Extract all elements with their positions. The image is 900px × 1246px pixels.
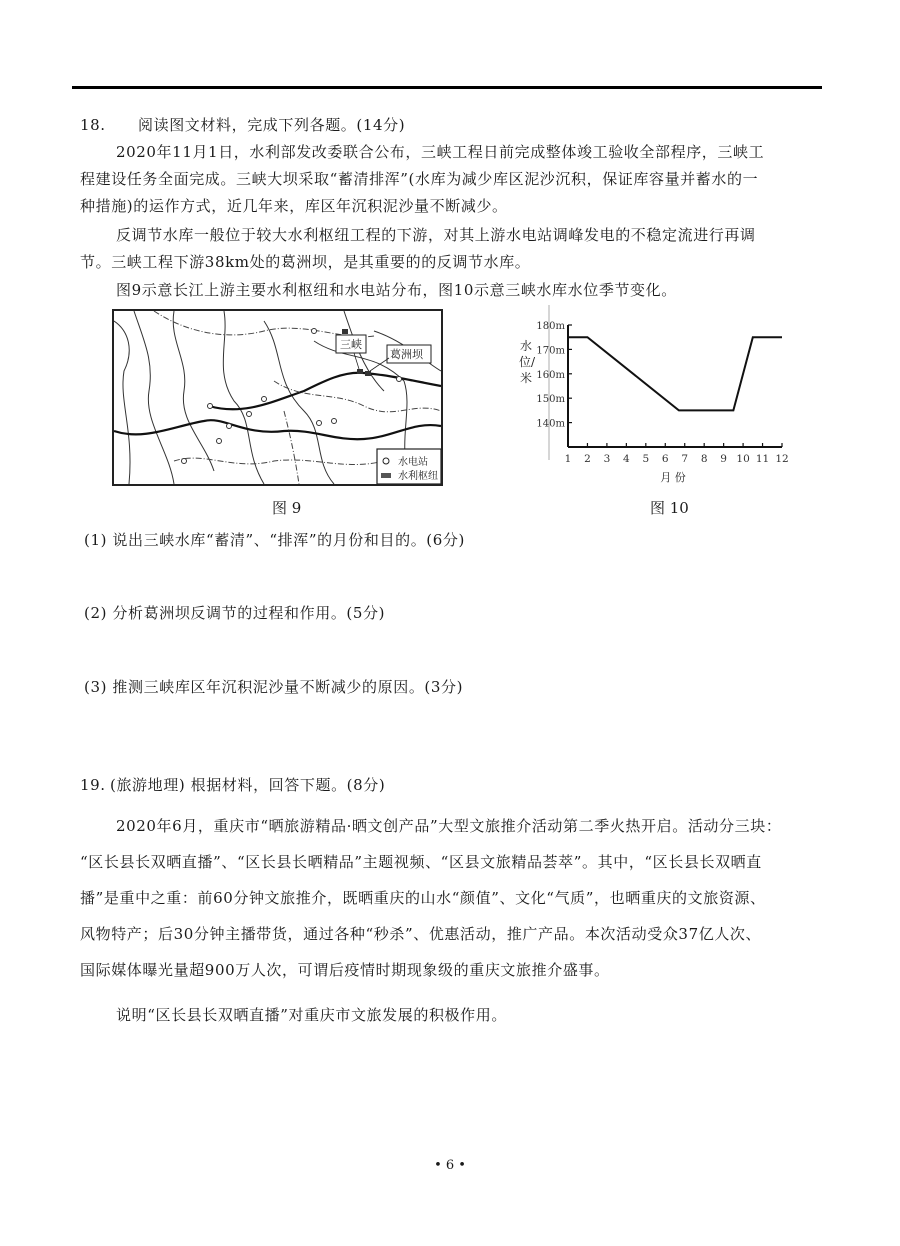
hydro-station-icon [227, 424, 232, 429]
water-level-chart [500, 305, 810, 490]
y-tick-label: 150m [536, 394, 565, 406]
map-label-sanxia: 三峡 [340, 338, 362, 351]
hydro-station-icon [182, 459, 187, 464]
x-tick-label: 12 [775, 453, 789, 465]
x-tick-label: 11 [755, 453, 770, 465]
q18-heading [80, 115, 820, 135]
q19-line5: 国际媒体曝光量超900万人次，可谓后疫情时期现象级的重庆文旅推介盛事。 [80, 961, 610, 979]
water-hub-icon [357, 369, 363, 374]
q18-sub1: (1) 说出三峡水库“蓄清”、“排浑”的月份和目的。(6分) [84, 531, 465, 549]
x-tick-label: 5 [642, 453, 650, 465]
q19-line1: 2020年6月，重庆市“晒旅游精品·晒文创产品”大型文旅推介活动第二季火热开启。活动分三块： [116, 817, 782, 835]
q18-para1-line3: 种措施)的运作方式，近几年来，库区年沉积泥沙量不断减少。 [80, 197, 508, 215]
q18-para1-line2: 程建设任务全面完成。三峡大坝采取“蓄清排浑”(水库为减少库区泥沙沉积，保证库容量并蓄水的一 [80, 170, 759, 188]
series-line [568, 337, 782, 410]
y-tick-label: 170m [536, 345, 565, 357]
hydro-station-icon [262, 397, 267, 402]
y-axis-label: 水位/米 [519, 339, 536, 385]
y-tick-label: 160m [536, 369, 565, 381]
map-label-gezhouba: 葛洲坝 [390, 348, 423, 361]
figure-9-caption: 图 9 [272, 499, 302, 517]
page-number: • 6 • [434, 1158, 466, 1173]
legend-hub-icon [381, 473, 391, 478]
y-tick-label: 180m [536, 321, 565, 332]
map-river-main [114, 420, 441, 439]
q19-line4: 风物特产；后30分钟主播带货，通过各种“秒杀”、优惠活动，推广产品。本次活动受众37亿人次、 [80, 925, 762, 943]
map-river [173, 311, 214, 471]
x-tick-label: 7 [681, 453, 689, 465]
q19-line2: “区长县长双晒直播”、“区长县长晒精品”主题视频、“区县文旅精品荟萃”。其中，“区长县长双晒直 [80, 853, 762, 871]
x-tick-label: 4 [623, 453, 630, 465]
q18-para2-line1: 反调节水库一般位于较大水利枢纽工程的下游，对其上游水电站调峰发电的不稳定流进行再调 [116, 226, 756, 244]
q19-title: (旅游地理) 根据材料，回答下题。(8分) [110, 776, 386, 794]
hydro-station-icon [317, 421, 322, 426]
x-tick-label: 2 [584, 453, 591, 465]
legend-station-icon [383, 458, 389, 464]
y-tick-label: 140m [536, 418, 565, 430]
map-river [264, 321, 334, 484]
x-tick-label: 6 [661, 453, 669, 465]
q18-number: 18. [80, 116, 106, 134]
q18-para2-line2: 节。三峡工程下游38km处的葛洲坝，是其重要的的反调节水库。 [80, 253, 531, 271]
x-tick-label: 10 [736, 453, 750, 465]
q18-sub2: (2) 分析葛洲坝反调节的过程和作用。(5分) [84, 604, 386, 622]
x-tick-label: 3 [603, 453, 611, 465]
header-rule [72, 86, 822, 89]
hydro-station-icon [217, 439, 222, 444]
x-tick-label: 1 [564, 453, 572, 465]
water-hub-icon [342, 329, 348, 334]
legend-station-label: 水电站 [398, 457, 428, 468]
leader-line-sanxia [354, 353, 359, 369]
water-hub-icon [365, 371, 371, 376]
q18-para3: 图9示意长江上游主要水利枢纽和水电站分布，图10示意三峡水库水位季节变化。 [116, 281, 677, 299]
figure-9-map [112, 309, 443, 486]
x-tick-label: 8 [700, 453, 708, 465]
q19-line3: 播”是重中之重：前60分钟文旅推介，既晒重庆的山水“颜值”、文化“气质”，也晒重庆的文旅资源、 [80, 889, 766, 907]
hydro-station-icon [332, 419, 337, 424]
figure-10-caption: 图 10 [650, 499, 689, 517]
figure-10-chart [500, 305, 810, 490]
map-boundary [274, 381, 441, 412]
q19-heading [80, 775, 820, 795]
map-border [114, 321, 130, 484]
map-boundary [284, 411, 299, 484]
q18-title: 阅读图文材料，完成下列各题。(14分) [138, 116, 406, 134]
leader-line-gezhouba [370, 358, 389, 371]
x-tick-label: 9 [720, 453, 727, 465]
x-axis-label: 月 份 [660, 471, 686, 484]
q18-para1-line1: 2020年11月1日，水利部发改委联合公布，三峡工程日前完成整体竣工验收全部程序，三峡工 [116, 143, 765, 161]
map-river [223, 311, 264, 484]
map-river [134, 311, 174, 484]
legend-hub-label: 水利枢纽 [398, 471, 438, 482]
map-boundary [154, 311, 374, 337]
q19-question: 说明“区长县长双晒直播”对重庆市文旅发展的积极作用。 [116, 1006, 507, 1024]
hydro-station-icon [208, 404, 213, 409]
hydro-station-icon [397, 377, 402, 382]
hydro-station-icon [247, 412, 252, 417]
q18-sub3: (3) 推测三峡库区年沉积泥沙量不断减少的原因。(3分) [84, 678, 464, 696]
hydro-station-icon [312, 329, 317, 334]
map-drawing [114, 311, 441, 484]
q19-number: 19. [80, 776, 106, 794]
map-boundary [174, 458, 384, 464]
